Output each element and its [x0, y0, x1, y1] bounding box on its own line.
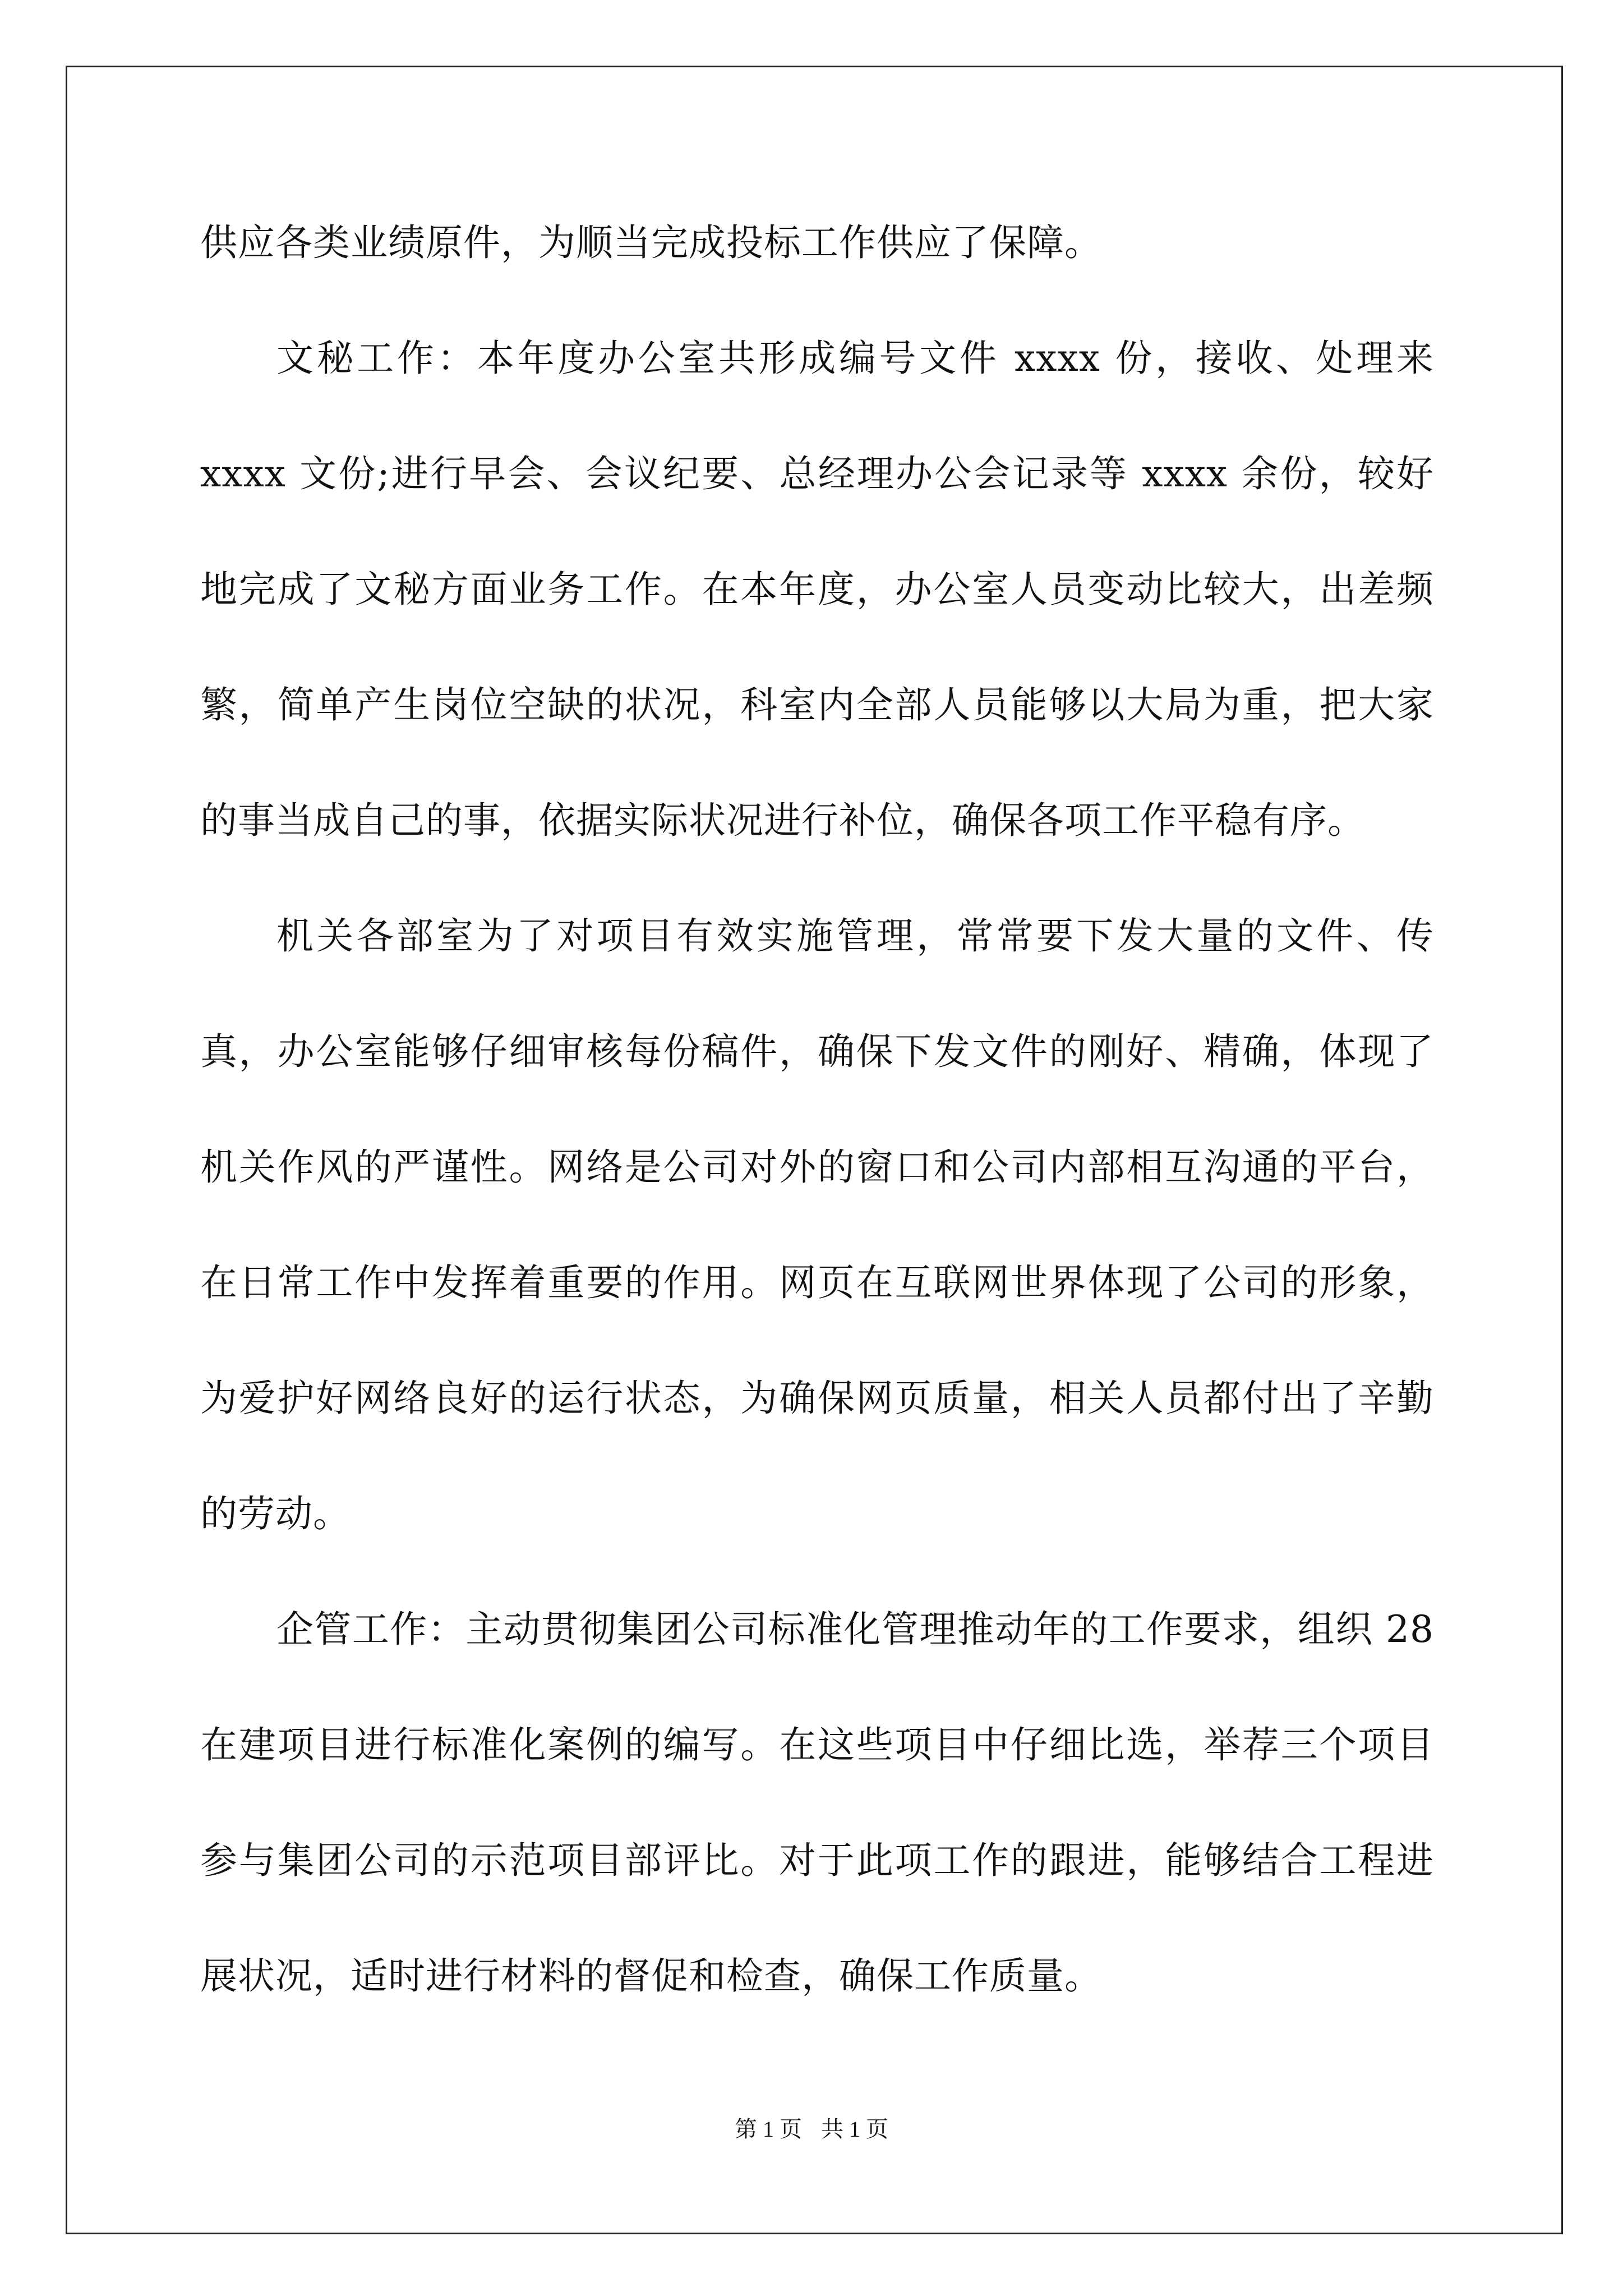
- paragraph-2: 文秘工作：本年度办公室共形成编号文件 xxxx 份，接收、处理来 xxxx 文份;进行早会、会议纪要、总经理办公会记录等 xxxx 余份，较好地完成了文秘方面业务工作。在本年度，办公室人员变动比较大，出差频繁，简单产生岗位空缺的状况，科室内全部人员能够以大局为重，把大家的事当成自己的事，依据实际状况进行补位，确保各项工作平稳有序。: [200, 337, 1434, 842]
- page-number: 第 1 页: [735, 2116, 802, 2142]
- page-footer: [0, 2114, 1623, 2145]
- document-body: [200, 185, 1434, 2034]
- page-total: 共 1 页: [821, 2116, 888, 2142]
- paragraph-1: 供应各类业绩原件，为顺当完成投标工作供应了保障。: [200, 221, 1102, 264]
- paragraph-4: 企管工作：主动贯彻集团公司标准化管理推动年的工作要求，组织 28 在建项目进行标准化案例的编写。在这些项目中仔细比选，举荐三个项目参与集团公司的示范项目部评比。对于此项工作的跟进，能够结合工程进展状况，适时进行材料的督促和检查，确保工作质量。: [200, 1608, 1434, 1998]
- paragraph-3: 机关各部室为了对项目有效实施管理，常常要下发大量的文件、传真，办公室能够仔细审核每份稿件，确保下发文件的刚好、精确，体现了机关作风的严谨性。网络是公司对外的窗口和公司内部相互沟通的平台，在日常工作中发挥着重要的作用。网页在互联网世界体现了公司的形象，为爱护好网络良好的运行状态，为确保网页质量，相关人员都付出了辛勤的劳动。: [200, 914, 1434, 1535]
